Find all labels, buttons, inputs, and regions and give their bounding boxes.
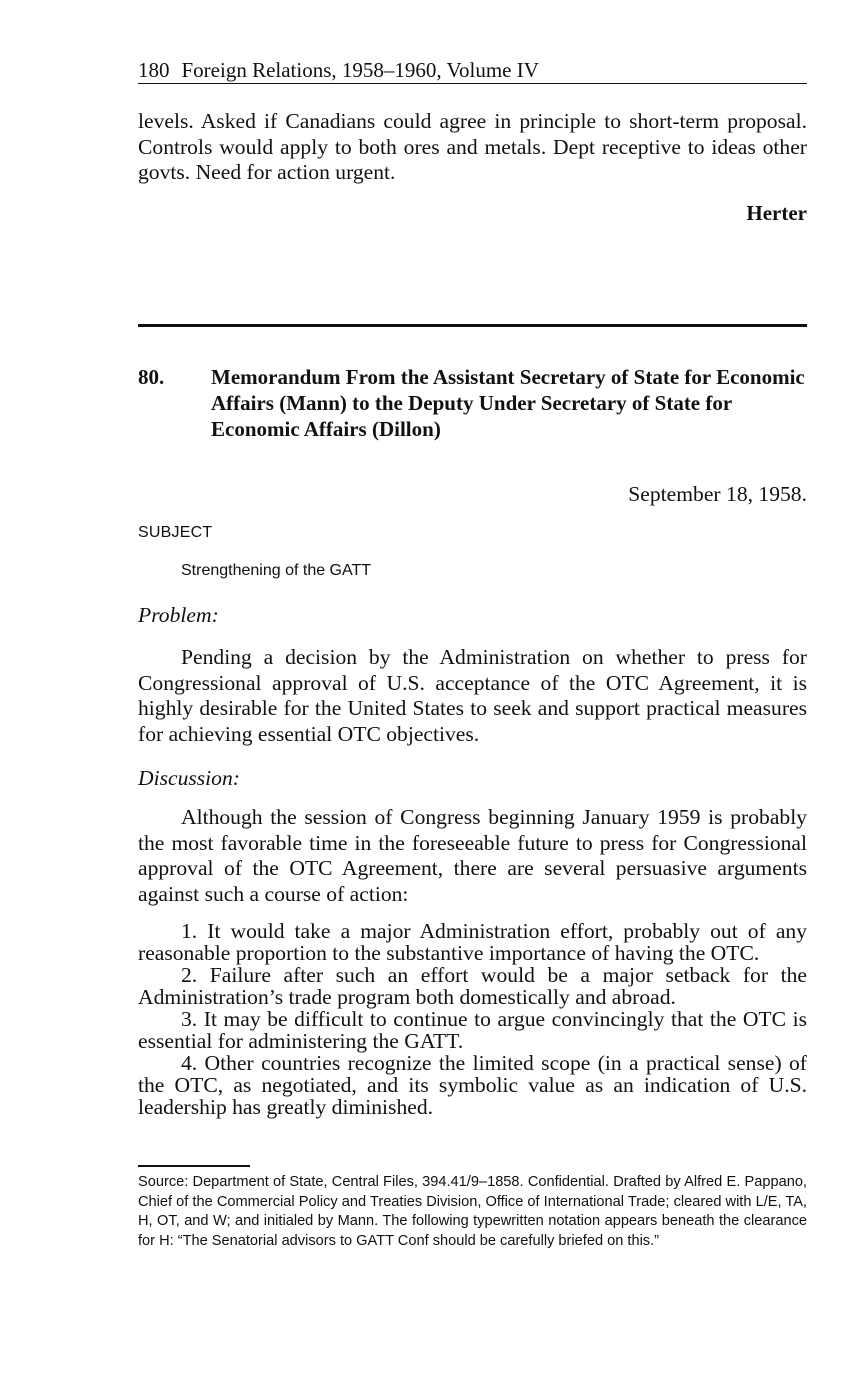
problem-heading: Problem: xyxy=(138,603,219,627)
list-item: 2. Failure after such an effort would be a major setback for the Administration’s trade program both domestically and abroad. xyxy=(138,963,807,1009)
subject-text: Strengthening of the GATT xyxy=(181,562,372,579)
problem-paragraph: Pending a decision by the Administration on whether to press for Congressional approval of U.S. acceptance of the OTC Agreement, it is highly desirable for the United States to seek and support practical measures for achieving essential OTC objectives. xyxy=(138,645,807,746)
footnote-rule xyxy=(138,1165,250,1167)
page-number: 180 xyxy=(138,58,170,82)
list-item: 1. It would take a major Administration effort, probably out of any reasonable proportion to the substantive importance of having the OTC. xyxy=(138,919,807,965)
running-head xyxy=(138,58,807,84)
argument-list xyxy=(138,920,807,1118)
subject-label: SUBJECT xyxy=(138,524,213,541)
document-number: 80. xyxy=(138,365,165,389)
list-item: 3. It may be difficult to continue to argue convincingly that the OTC is essential for administering the GATT. xyxy=(138,1007,807,1053)
volume-title: Foreign Relations, 1958–1960, Volume IV xyxy=(181,58,539,82)
section-divider xyxy=(138,324,807,327)
source-footnote: Source: Department of State, Central Files, 394.41/9–1858. Confidential. Drafted by Alfred E. Pappano, Chief of the Commercial Policy and Treaties Division, Office of International Trade; cleared with L/E, TA, H, OT, and W; and initialed by Mann. The following typewritten notation appears beneath the clearance for H: “The Senatorial advisors to GATT Conf should be carefully briefed on this.” xyxy=(138,1174,807,1249)
document-title: Memorandum From the Assistant Secretary of State for Economic Affairs (Mann) to the Deputy Under Secretary of State for Economic Affairs (Dillon) xyxy=(211,365,805,441)
document-date: September 18, 1958. xyxy=(628,482,807,506)
discussion-paragraph: Although the session of Congress beginning January 1959 is probably the most favorable time in the foreseeable future to press for Congressional approval of the OTC Agreement, there are several persuasive arguments against such a course of action: xyxy=(138,805,807,906)
list-item: 4. Other countries recognize the limited scope (in a practical sense) of the OTC, as negotiated, and its symbolic value as an indication of U.S. leadership has greatly diminished. xyxy=(138,1051,807,1119)
discussion-heading: Discussion: xyxy=(138,766,240,790)
continuation-paragraph: levels. Asked if Canadians could agree in principle to short-term proposal. Controls would apply to both ores and metals. Dept receptive to ideas other govts. Need for action urgent. xyxy=(138,109,807,185)
signature: Herter xyxy=(746,201,807,225)
